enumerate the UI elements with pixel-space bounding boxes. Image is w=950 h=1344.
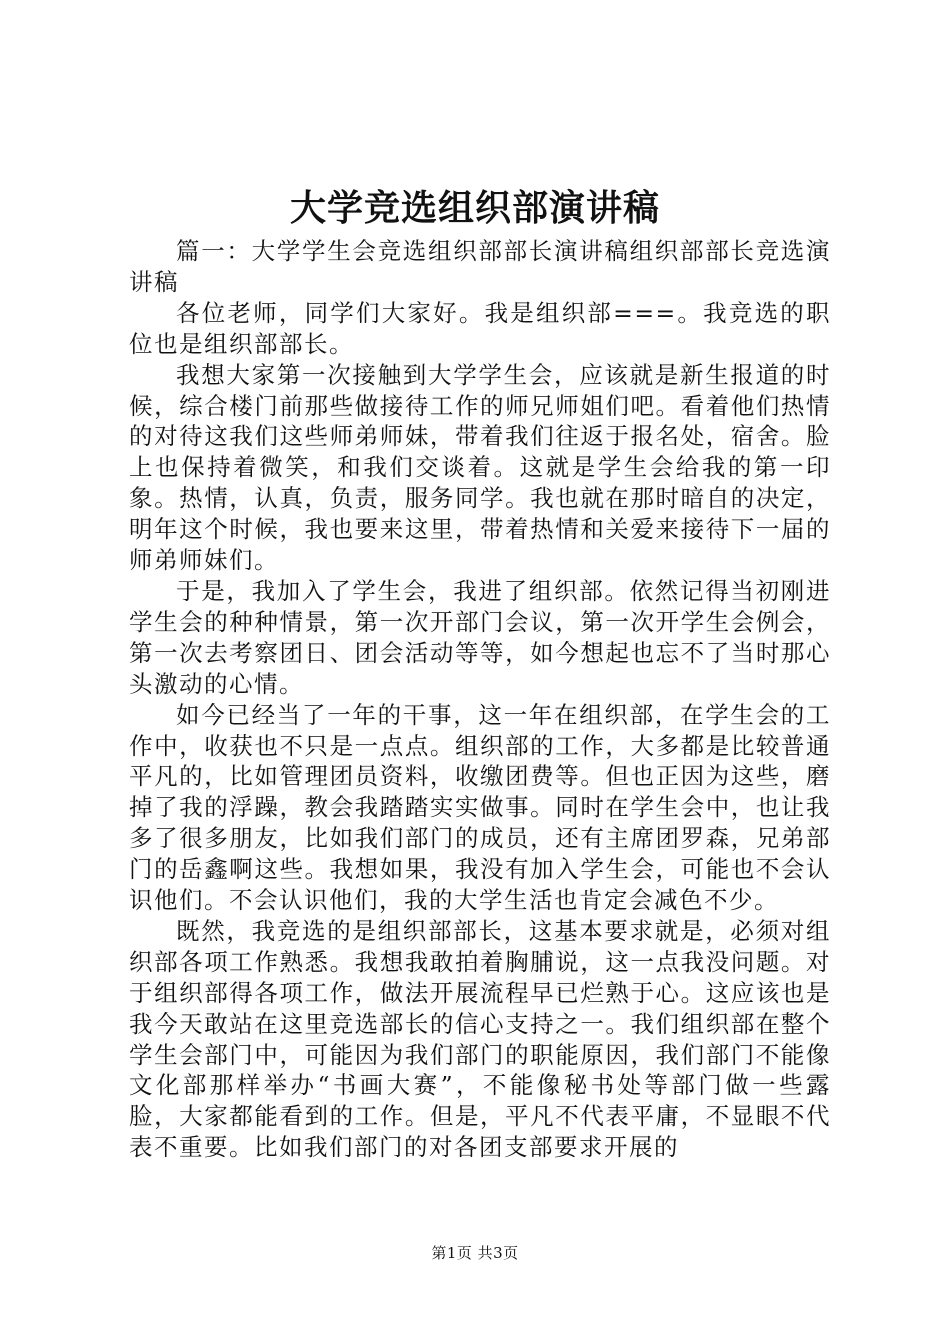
page-number-footer: 第1页 共3页 <box>431 1244 519 1262</box>
paragraph-joining: 于是，我加入了学生会，我进了组织部。依然记得当初刚进学生会的种种情景，第一次开部门会议，第一次开学生会例会，第一次去考察团日、团会活动等等，如今想起也忘不了当时那心头激动的心情。 <box>129 576 831 698</box>
paragraph-qualification: 既然，我竞选的是组织部部长，这基本要求就是，必须对组织部各项工作熟悉。我想我敢拍着胸脯说，这一点我没问题。对于组织部得各项工作，做法开展流程早已烂熟于心。这应该也是我今天敢站在这里竞选部长的信心支持之一。我们组织部在整个学生会部门中，可能因为我们部门的职能原因，我们部门不能像文化部那样举办“书画大赛”，不能像秘书处等部门做一些露脸，大家都能看到的工作。但是，平凡不代表平庸，不显眼不代表不重要。比如我们部门的对各团支部要求开展的 <box>129 916 831 1162</box>
paragraph-heading: 篇一：大学学生会竞选组织部部长演讲稿组织部部长竞选演讲稿 <box>129 237 831 296</box>
paragraph-first-impression: 我想大家第一次接触到大学学生会，应该就是新生报道的时候，综合楼门前那些做接待工作的师兄师姐们吧。看着他们热情的对待这我们这些师弟师妹，带着我们往返于报名处，宿舍。脸上也保持着微笑，和我们交谈着。这就是学生会给我的第一印象。热情，认真，负责，服务同学。我也就在那时暗自的决定，明年这个时候，我也要来这里，带着热情和关爱来接待下一届的师弟师妹们。 <box>129 360 831 575</box>
paragraph-greeting: 各位老师，同学们大家好。我是组织部===。我竞选的职位也是组织部部长。 <box>129 298 831 358</box>
document-title: 大学竞选组织部演讲稿 <box>289 187 660 229</box>
paragraph-experience: 如今已经当了一年的干事，这一年在组织部，在学生会的工作中，收获也不只是一点点。组织部的工作，大多都是比较普通平凡的，比如管理团员资料，收缴团费等。但也正因为这些，磨掉了我的浮躁，教会我踏踏实实做事。同时在学生会中，也让我多了很多朋友，比如我们部门的成员，还有主席团罗森，兄弟部门的岳鑫啊这些。我想如果，我没有加入学生会，可能也不会认识他们。不会认识他们，我的大学生活也肯定会减色不少。 <box>129 700 831 915</box>
document-body <box>129 236 831 1163</box>
